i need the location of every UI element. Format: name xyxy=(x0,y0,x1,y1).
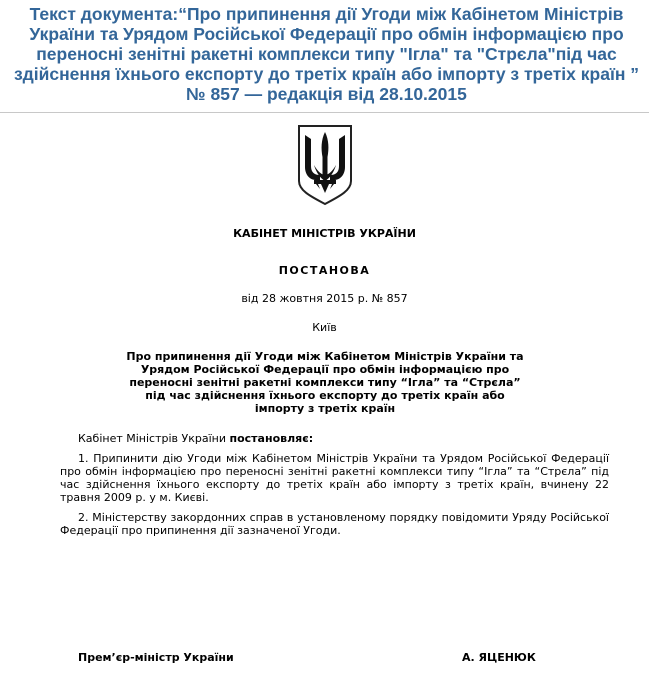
decree-paragraph-1: 1. Припинити дію Угоди між Кабінетом Міністрів України та Урядом Російської Федерації про обмін інформацією про переносні зенітні ракетні комплекси типу “Ігла” та “Стрєла” під час здійснення їхнього експорту до третіх країн або імпорту з третіх країн, вчинену 22 травня 2009 р. у м. Києві. xyxy=(60,452,609,504)
decree-subject: Про припинення дії Угоди між Кабінетом Міністрів України та Урядом Російської Федерації про обмін інформацією про переносні зенітні ракетні комплекси типу “Ігла” та “Стрєла” під час здійснення їхнього експорту до третіх країн або імпорту з третіх країн xyxy=(126,350,524,415)
intro-text: Кабінет Міністрів України xyxy=(78,432,230,445)
signer-name: А. ЯЦЕНЮК xyxy=(462,651,536,664)
decree-paragraph-2: 2. Міністерству закордонних справ в установленому порядку повідомити Уряду Російської Федерації про припинення дії зазначеної Угоди. xyxy=(60,511,609,537)
title-divider xyxy=(0,112,649,113)
intro-resolves: постановляє: xyxy=(229,432,314,445)
trident-emblem-icon xyxy=(296,123,354,207)
document-title: Текст документа:“Про припинення дії Угоди між Кабінетом Міністрів України та Урядом Російської Федерації про обмін інформацією про переносні зенітні ракетні комплекси типу "Ігла" та "Стрєла"під час здійснення їхнього експорту до третіх країн або імпорту з третіх країн ” № 857 — редакція від 28.10.2015 xyxy=(13,4,640,104)
decree-heading: ПОСТАНОВА xyxy=(278,264,371,277)
signer-position: Прем’єр-міністр України xyxy=(78,651,234,664)
issuer-heading: КАБІНЕТ МІНІСТРІВ УКРАЇНИ xyxy=(233,227,416,240)
decree-city: Київ xyxy=(312,321,337,334)
decree-intro xyxy=(78,432,628,445)
decree-date: від 28 жовтня 2015 р. № 857 xyxy=(241,292,408,305)
